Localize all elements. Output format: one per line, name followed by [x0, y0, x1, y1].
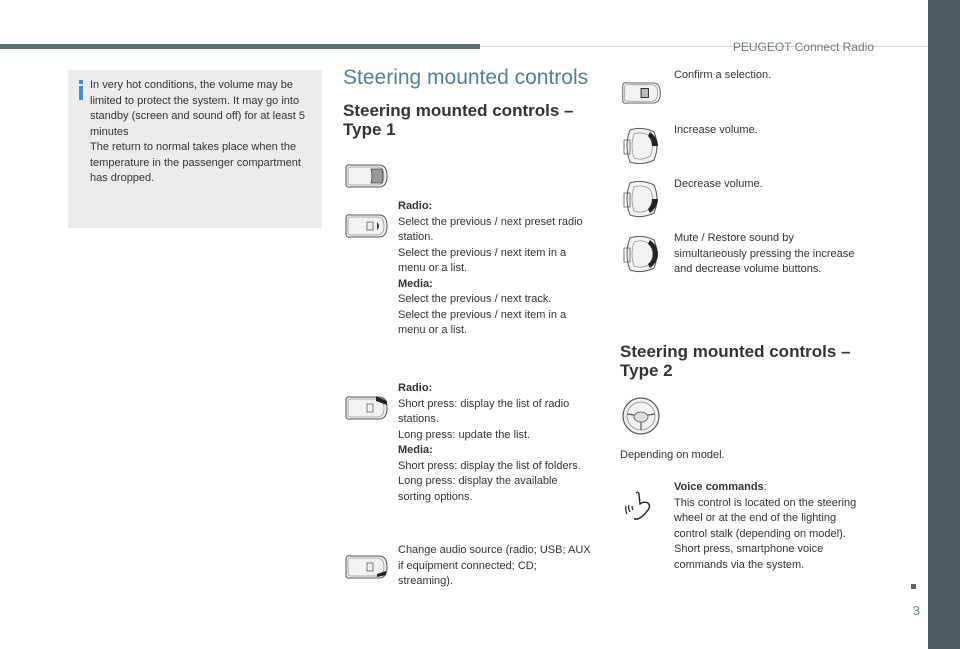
info-note — [68, 70, 322, 228]
source-desc — [398, 543, 593, 590]
stalk-side-wheel-icon — [343, 392, 391, 424]
page-number: 3 — [912, 603, 920, 618]
voice-desc-b: Short press, smartphone voice commands via the system. — [674, 543, 824, 571]
radio-label: Radio: — [398, 200, 433, 212]
mute-text: Mute / Restore sound by simultaneously pressing the increase and decrease volume buttons. — [674, 232, 855, 275]
media-label-2: Media: — [398, 444, 433, 456]
stalk-end-button-icon — [343, 210, 391, 242]
mute-icon — [620, 232, 664, 276]
volume-down-icon — [620, 177, 664, 221]
depending-text: Depending on model. — [620, 449, 725, 461]
radio-label-2: Radio: — [398, 382, 433, 394]
radio-desc-2b: Long press: update the list. — [398, 428, 531, 441]
side-tab — [928, 0, 960, 649]
header-title: PEUGEOT Connect Radio — [732, 40, 874, 54]
radio-media-next-prev-desc — [398, 199, 588, 339]
depending-note — [620, 448, 870, 464]
info-note-line-2: The return to normal takes place when the temperature in the passenger compartment has dropped. — [90, 141, 301, 184]
media-desc-b: Select the previous / next item in a menu or a list. — [398, 308, 567, 336]
section-title-type-1: Steering mounted controls – Type 1 — [343, 101, 574, 139]
media-desc-a: Select the previous / next track. — [398, 293, 552, 305]
voice-command-desc — [674, 480, 869, 573]
volume-down-text: Decrease volume. — [674, 178, 763, 190]
volume-up-icon — [620, 124, 664, 168]
voice-command-icon — [622, 488, 656, 522]
voice-colon: : — [763, 481, 767, 493]
volume-down-desc — [674, 177, 864, 193]
media-desc-2b: Long press: display the available sorting options. — [398, 475, 558, 503]
page-title: Steering mounted controls — [343, 66, 589, 89]
section-title-type-2: Steering mounted controls – Type 2 — [620, 342, 851, 380]
voice-desc-a: This control is located on the steering wheel or at the end of the lighting control stalk (depending on model). — [674, 496, 857, 540]
radio-desc-2a: Short press: display the list of radio stations. — [398, 397, 570, 425]
media-desc-2a: Short press: display the list of folders. — [398, 459, 581, 472]
media-label: Media: — [398, 277, 433, 290]
radio-desc-b: Select the previous / next item in a menu or a list. — [398, 246, 567, 274]
volume-up-text: Increase volume. — [674, 124, 758, 136]
info-note-text — [90, 78, 318, 187]
radio-desc-a: Select the previous / next preset radio station. — [398, 215, 583, 243]
stalk-confirm-icon — [620, 78, 664, 108]
info-note-line-1: In very hot conditions, the volume may be limited to protect the system. It may go into standby (screen and sound off) for at least 5 minutes — [90, 79, 306, 138]
source-text: Change audio source (radio; USB; AUX if equipment connected; CD; streaming). — [398, 544, 591, 587]
stalk-overview-icon — [343, 160, 391, 192]
header-rule — [0, 44, 480, 49]
confirm-text: Confirm a selection. — [674, 69, 772, 81]
voice-label: Voice commands — [674, 481, 764, 493]
steering-wheel-icon — [620, 395, 662, 437]
page-marker — [911, 584, 916, 589]
stalk-source-icon — [343, 551, 391, 583]
mute-desc — [674, 231, 869, 278]
confirm-desc — [674, 68, 864, 84]
info-icon — [77, 80, 85, 102]
radio-media-list-desc — [398, 381, 593, 505]
volume-up-desc — [674, 123, 864, 139]
